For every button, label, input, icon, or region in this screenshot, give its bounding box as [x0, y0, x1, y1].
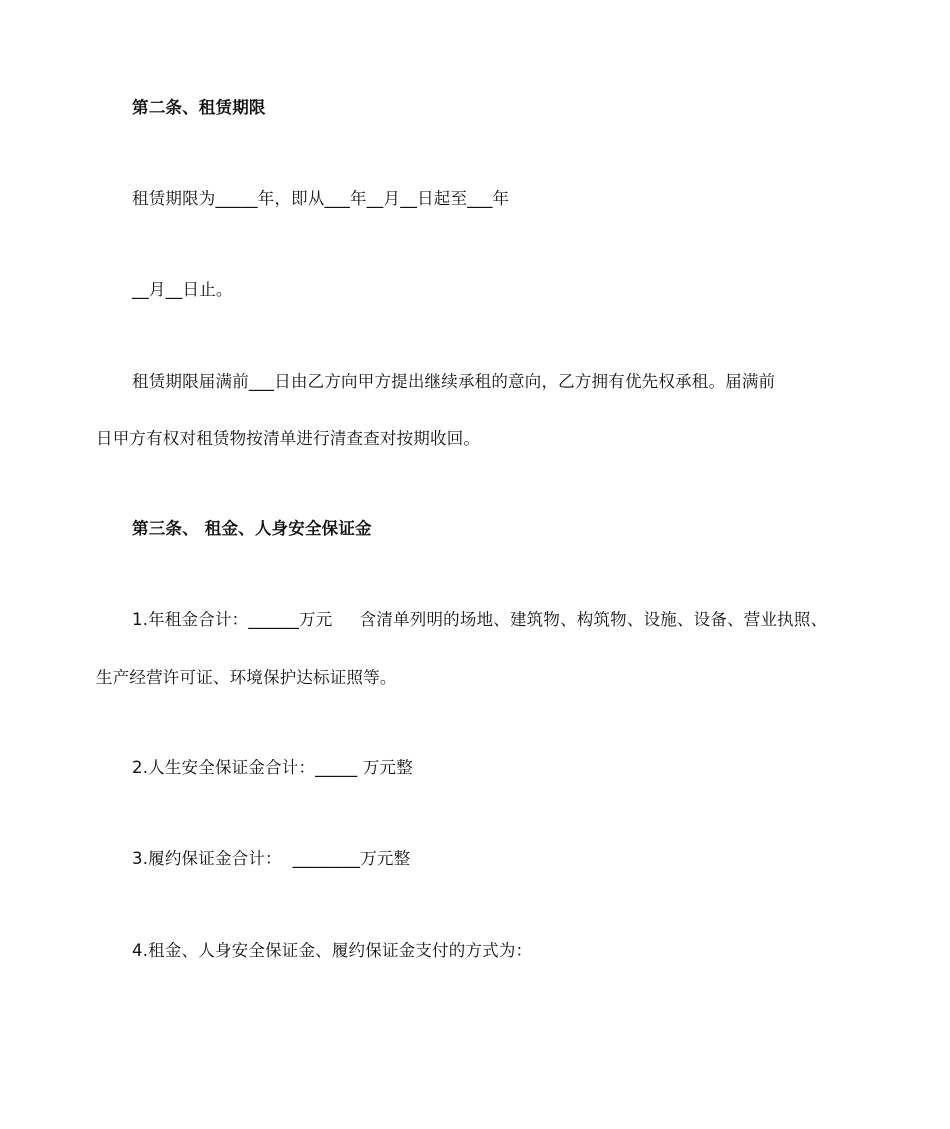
article-2-heading: 第二条、租赁期限	[132, 98, 266, 117]
lease-term-line-2: __月__日止。	[132, 280, 233, 299]
safety-deposit-line: 2.人生安全保证金合计：_____ 万元整	[132, 758, 413, 777]
article-3-heading: 第三条、 租金、人身安全保证金	[132, 519, 372, 538]
payment-method-line: 4.租金、人身安全保证金、履约保证金支付的方式为：	[132, 941, 533, 960]
renewal-paragraph-line-2: 日甲方有权对租赁物按清单进行清查查对按期收回。	[96, 429, 481, 448]
annual-rent-line-1: 1.年租金合计：______万元 含清单列明的场地、建筑物、构筑物、设施、设备、营业执照、	[132, 610, 828, 629]
renewal-paragraph-line-1: 租赁期限届满前___日由乙方向甲方提出继续承租的意向，乙方拥有优先权承租。届满前	[132, 372, 776, 391]
annual-rent-line-2: 生产经营许可证、环境保护达标证照等。	[96, 668, 397, 687]
performance-deposit-line: 3.履约保证金合计： ________万元整	[132, 849, 411, 868]
lease-term-line-1: 租赁期限为_____年，即从___年__月__日起至___年	[132, 189, 510, 208]
